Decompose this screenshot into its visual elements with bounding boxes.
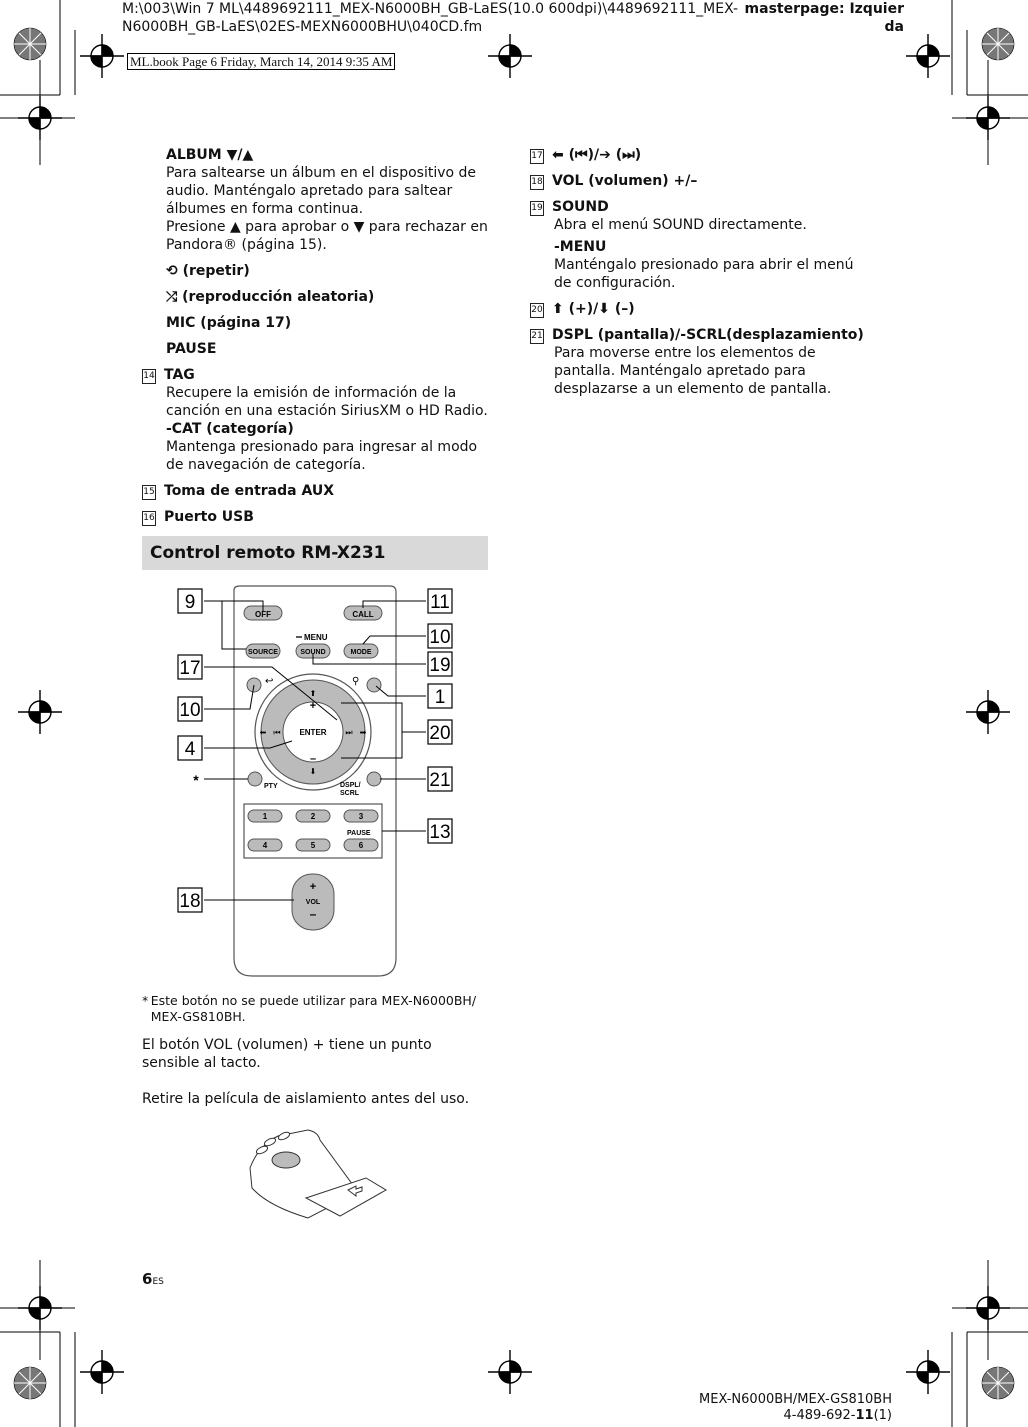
updown-label: ⬆ (+)/⬇ (–) xyxy=(552,301,635,317)
pty-label: PTY xyxy=(264,783,278,790)
model-name: MEX-N6000BH/MEX-GS810BH xyxy=(699,1392,892,1407)
search-button[interactable] xyxy=(367,678,381,692)
prev-icon: ⏮ xyxy=(273,728,281,737)
callout-number-12: 18 xyxy=(179,891,201,912)
book-info: ML.book Page 6 Friday, March 14, 2014 9:35 AM xyxy=(127,53,395,70)
footnote-star: * xyxy=(142,993,149,1008)
tag-item xyxy=(142,366,488,474)
vol-note: El botón VOL (volumen) + tiene un punto sensible al tacto. xyxy=(142,1037,432,1071)
cat-desc: Mantenga presionado para ingresar al modo de navegación de categoría. xyxy=(166,439,478,473)
footnote-text: Este botón no se puede utilizar para MEX-N6000BH/ MEX-GS810BH. xyxy=(150,993,477,1024)
star-mark: * xyxy=(193,772,199,788)
num-14: 14 xyxy=(142,369,156,384)
header-path-line1: M:\003\Win 7 ML\4489692111_MEX-N6000BH_GB-LaES(10.0 600dpi)\4489692111_MEX- xyxy=(122,1,739,17)
aux-item xyxy=(142,482,488,500)
menu-desc: Manténgalo presionado para abrir el menú de configuración. xyxy=(554,257,854,291)
callout-number-1: 9 xyxy=(184,592,196,613)
right-arrow-icon: ➡ xyxy=(359,728,367,737)
item-20 xyxy=(530,300,870,318)
callout-number-4: 4 xyxy=(184,739,196,760)
down-arrow-icon: ⬇ xyxy=(309,767,317,776)
menu-title: -MENU xyxy=(554,239,607,255)
scrl-label: SCRL xyxy=(340,790,360,797)
item-17 xyxy=(530,146,870,164)
callout-number-10: 21 xyxy=(429,770,451,791)
album-desc-1: Para saltearse un álbum en el dispositivo de audio. Manténgalo apretado para saltear álbumes en forma continua. xyxy=(166,165,477,217)
callout-number-2: 17 xyxy=(179,658,201,679)
key-5-label: 5 xyxy=(310,841,316,850)
call-label: CALL xyxy=(352,610,374,619)
usb-label: Puerto USB xyxy=(164,509,254,525)
vol-minus-icon: – xyxy=(309,907,317,921)
key-4-label: 4 xyxy=(262,841,268,850)
up-arrow-icon: ⬆ xyxy=(309,689,317,698)
repeat-item xyxy=(142,262,488,280)
source-label: SOURCE xyxy=(248,649,278,656)
masterpage-label xyxy=(740,0,904,36)
key-2-label: 2 xyxy=(310,812,316,821)
header-path xyxy=(122,0,739,36)
back-icon: ↩ xyxy=(265,676,274,687)
footnote xyxy=(142,993,488,1025)
repeat-label: (repetir) xyxy=(182,263,250,279)
mic-item: MIC (página 17) xyxy=(166,315,292,331)
sound-desc: Abra el menú SOUND directamente. xyxy=(554,217,807,233)
search-icon: ⚲ xyxy=(352,676,360,687)
album-desc-2: Presione ▲ para aprobar o ▼ para rechazar en Pandora® (página 15). xyxy=(166,219,488,253)
minus-icon: – xyxy=(309,753,317,765)
masterpage-line2: da xyxy=(884,19,904,35)
dspl-desc: Para moverse entre los elementos de pantalla. Manténgalo apretado para desplazarse a un elemento de pantalla. xyxy=(554,345,832,397)
num-15: 15 xyxy=(142,485,156,500)
page-number-suffix: ES xyxy=(152,1277,164,1287)
num-17: 17 xyxy=(530,149,544,164)
callout-number-6: 10 xyxy=(429,627,451,648)
seek-label: ⬅ (⏮)/➔ (⏭) xyxy=(552,147,642,163)
dspl-title: DSPL (pantalla)/-SCRL(desplazamiento) xyxy=(552,327,864,343)
repeat-icon: ⟲ xyxy=(166,263,178,279)
key-6-label: 6 xyxy=(358,841,364,850)
menu-label: MENU xyxy=(304,633,328,642)
callout-number-9: 20 xyxy=(429,723,451,744)
mode-label: MODE xyxy=(350,649,372,656)
num-21: 21 xyxy=(530,329,544,344)
album-title: ALBUM ▼/▲ xyxy=(166,147,254,163)
usb-item xyxy=(142,508,488,526)
model-code xyxy=(640,1408,892,1424)
tag-title: TAG xyxy=(164,367,195,383)
shuffle-item xyxy=(142,288,488,306)
vol-label: VOL xyxy=(305,899,321,906)
code-end: (1) xyxy=(873,1408,892,1423)
pause-label: PAUSE xyxy=(347,830,371,837)
dspl-label: DSPL/ xyxy=(340,782,361,789)
callout-number-7: 19 xyxy=(429,655,451,676)
aux-label: Toma de entrada AUX xyxy=(164,483,335,499)
num-16: 16 xyxy=(142,511,156,526)
num-19: 19 xyxy=(530,201,544,216)
sound-title: SOUND xyxy=(552,199,609,215)
right-column xyxy=(530,146,870,406)
section-title: Control remoto RM-X231 xyxy=(142,536,488,570)
vol-item-label: VOL (volumen) +/– xyxy=(552,173,698,189)
item-21 xyxy=(530,326,870,398)
item-19 xyxy=(530,198,870,292)
key-1-label: 1 xyxy=(262,812,268,821)
callout-number-3: 10 xyxy=(179,700,201,721)
page-number-value: 6 xyxy=(142,1270,153,1288)
num-18: 18 xyxy=(530,175,544,190)
item-18 xyxy=(530,172,870,190)
cat-title: -CAT (categoría) xyxy=(166,421,294,437)
masterpage-line1: masterpage: Izquier xyxy=(744,1,904,17)
pause-item: PAUSE xyxy=(166,341,217,357)
tag-desc: Recupere la emisión de información de la canción en una estación SiriusXM o HD Radio. xyxy=(166,385,488,419)
next-icon: ⏭ xyxy=(345,728,353,737)
off-label: OFF xyxy=(255,610,271,619)
vol-plus-icon: + xyxy=(309,881,317,893)
pty-button[interactable] xyxy=(248,772,262,786)
num-20: 20 xyxy=(530,303,544,318)
enter-label: ENTER xyxy=(299,728,327,737)
album-item xyxy=(142,146,488,254)
dspl-button[interactable] xyxy=(367,772,381,786)
code-bold: 11 xyxy=(855,1408,874,1423)
left-arrow-icon: ⬅ xyxy=(259,728,267,737)
shuffle-label: (reproducción aleatoria) xyxy=(182,289,375,305)
plus-icon: + xyxy=(309,700,317,712)
remove-note: Retire la película de aislamiento antes del uso. xyxy=(142,1091,470,1107)
callout-number-5: 11 xyxy=(430,592,450,613)
callout-number-11: 13 xyxy=(429,822,451,843)
page-number xyxy=(142,1270,164,1288)
footer-model xyxy=(640,1392,892,1424)
callout-number-8: 1 xyxy=(434,687,446,708)
sound-label: SOUND xyxy=(300,649,326,656)
key-3-label: 3 xyxy=(358,812,364,821)
header-path-line2: N6000BH_GB-LaES\02ES-MEXN6000BHU\040CD.fm xyxy=(122,19,483,35)
remote-diagram xyxy=(142,578,488,988)
remove-film-illustration xyxy=(248,1128,388,1220)
shuffle-icon: ⤮ xyxy=(166,289,178,305)
code-main: 4-489-692- xyxy=(783,1408,856,1423)
left-column xyxy=(142,146,488,534)
